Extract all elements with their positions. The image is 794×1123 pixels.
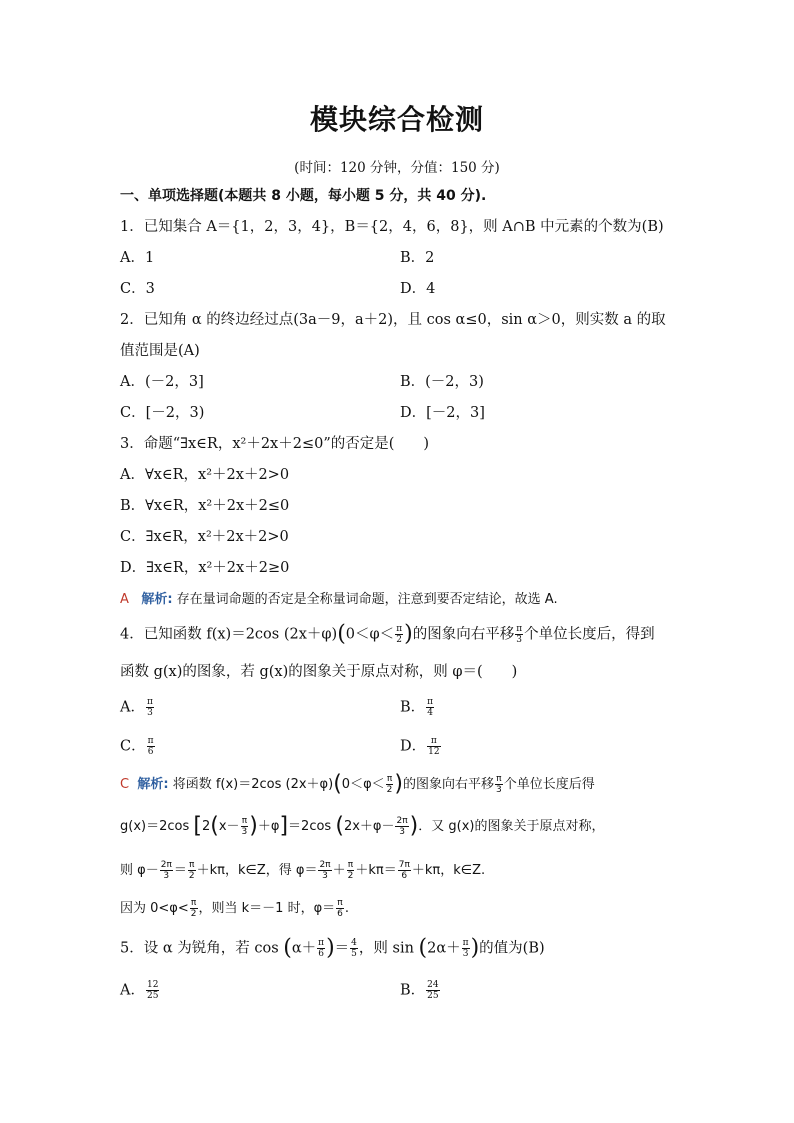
q1-option-c: C．3 bbox=[120, 281, 155, 297]
q3-option-a: A．∀x∈R，x²＋2x＋2>0 bbox=[120, 467, 290, 483]
q1-option-b: B．2 bbox=[400, 250, 435, 266]
q4-stem-text: 的图象向右平移 bbox=[412, 626, 515, 643]
q4-answer: C bbox=[120, 777, 130, 792]
q4-stem-text: 4．已知函数 f(x)＝2cos (2x＋φ) bbox=[120, 626, 338, 643]
q3-answer: A bbox=[120, 592, 129, 607]
q3-explanation bbox=[120, 590, 558, 610]
page-subtitle: (时间：120 分钟，分值：150 分) bbox=[294, 160, 500, 176]
page-title: 模块综合检测 bbox=[309, 103, 484, 136]
q3-option-b: B．∀x∈R，x²＋2x＋2≤0 bbox=[120, 498, 290, 514]
q1-stem: 1．已知集合 A＝{1，2，3，4}，B＝{2，4，6，8}，则 A∩B 中元素的个数为(B) bbox=[120, 219, 664, 235]
q5-stem: 5．设 α 为锐角，若 cos (α＋ $\frac{\pi}{6}$ )＝ $\frac{4}{5}$ ，则 sin (2α＋ $\frac{\pi}{3}$ )的值为(B) bbox=[120, 935, 545, 961]
q3-option-c: C．∃x∈R，x²＋2x＋2>0 bbox=[120, 529, 289, 545]
q4-frac-pi-2: $\frac{\pi}{2}$ bbox=[396, 624, 403, 645]
q2-stem-line2: 值范围是(A) bbox=[120, 343, 200, 359]
q3-stem: 3．命题“∃x∈R，x²＋2x＋2≤0”的否定是( ) bbox=[120, 436, 430, 452]
q4-explanation-line1: C 解析: 将函数 f(x)＝2cos (2x＋φ)(0＜φ＜ $\frac{\pi}{2}$ )的图象向右平移 $\frac{\pi}{3}$ 个单位长度后得 bbox=[120, 771, 595, 797]
q4-option-c: C． $\frac{\pi}{6}$ bbox=[120, 736, 154, 757]
q1-option-a: A．1 bbox=[120, 250, 155, 266]
q2-option-a: A．(－2，3] bbox=[120, 374, 204, 390]
q4-explanation-line4: 因为 0<φ< $\frac{\pi}{2}$ ，则当 k＝－1 时，φ＝ $\frac{\pi}{6}$ . bbox=[120, 898, 350, 919]
q2-stem-line1: 2．已知角 α 的终边经过点(3a－9，a＋2)，且 cos α≤0，sin α＞0，则实数 a 的取 bbox=[120, 312, 666, 328]
q4-option-b: B． $\frac{\pi}{4}$ bbox=[400, 697, 434, 718]
q4-condition: 0＜φ＜ bbox=[345, 626, 395, 643]
q4-option-a: A． $\frac{\pi}{3}$ bbox=[120, 697, 153, 718]
q4-stem-text: 个单位长度后，得到 bbox=[524, 626, 655, 643]
q4-explanation-line3: 则 φ－ $\frac{2\pi}{3}$ ＝ $\frac{\pi}{2}$ ＋kπ，k∈Z，得 φ＝ $\frac{2\pi}{3}$ ＋ $\frac{\pi}{2}$ ＋kπ＝ $\frac{7\pi}{6}$ ＋kπ，k∈Z. bbox=[120, 860, 486, 881]
q1-option-d: D．4 bbox=[400, 281, 436, 297]
q4-explanation-line2: g(x)＝2cos [2(x－ $\frac{\pi}{3}$ )＋φ]＝2cos (2x＋φ－ $\frac{2\pi}{3}$ )．又 g(x)的图象关于原点对称， bbox=[120, 813, 605, 839]
q2-option-b: B．(－2，3) bbox=[400, 374, 484, 390]
q4-stem-line2: 函数 g(x)的图象，若 g(x)的图象关于原点对称，则 φ＝( ) bbox=[120, 664, 518, 680]
q4-stem-line1: 4．已知函数 f(x)＝2cos (2x＋φ)(0＜φ＜ $\frac{\pi}{2}$ )的图象向右平移 $\frac{\pi}{3}$ 个单位长度后，得到 bbox=[120, 621, 655, 647]
q4-option-d: D． $\frac{\pi}{12}$ bbox=[400, 736, 440, 757]
q5-option-a: A． $\frac{12}{25}$ bbox=[120, 980, 159, 1001]
q2-option-d: D．[－2，3] bbox=[400, 405, 485, 421]
q3-option-d: D．∃x∈R，x²＋2x＋2≥0 bbox=[120, 560, 290, 576]
q2-option-c: C．[－2，3) bbox=[120, 405, 205, 421]
q4-jiexi-label: 解析: bbox=[137, 777, 169, 792]
section-heading: 一、单项选择题(本题共 8 小题，每小题 5 分，共 40 分). bbox=[120, 188, 487, 204]
q3-explanation-text: 存在量词命题的否定是全称量词命题，注意到要否定结论，故选 A. bbox=[176, 592, 558, 607]
q4-frac-pi-3: $\frac{\pi}{3}$ bbox=[516, 624, 523, 645]
q3-jiexi-label: 解析: bbox=[141, 592, 173, 607]
q5-option-b: B． $\frac{24}{25}$ bbox=[400, 980, 439, 1001]
